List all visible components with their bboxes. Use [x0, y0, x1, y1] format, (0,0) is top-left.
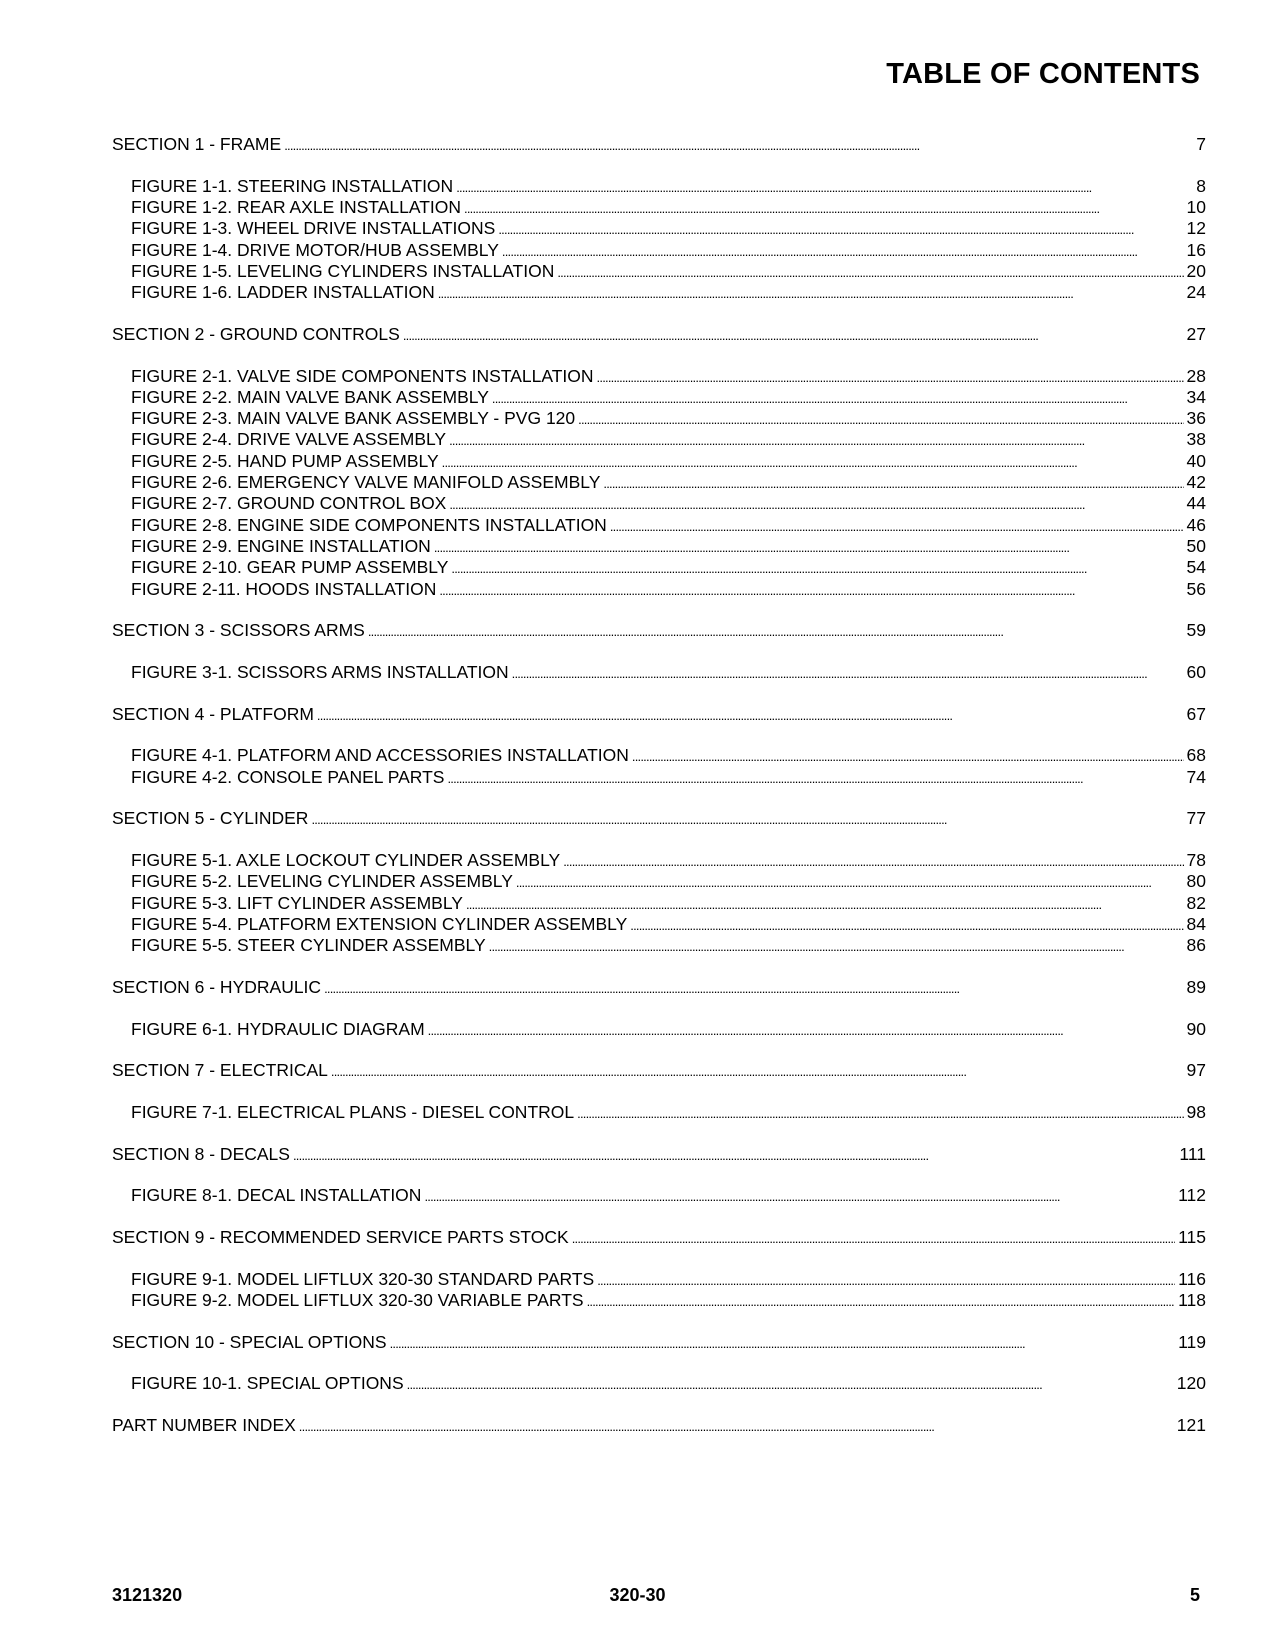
- dot-leader: [577, 1103, 1183, 1124]
- dot-leader: [449, 494, 1183, 515]
- toc-figure-entry[interactable]: [112, 893, 1206, 914]
- dot-leader: [331, 1061, 1184, 1082]
- toc-entry-label: SECTION 6 - HYDRAULIC: [112, 976, 322, 997]
- toc-entry-label: FIGURE 5-2. LEVELING CYLINDER ASSEMBLY: [131, 871, 513, 892]
- dot-leader: [311, 809, 1183, 830]
- toc-figure-entry[interactable]: [112, 662, 1206, 683]
- toc-figure-entry[interactable]: [112, 935, 1206, 956]
- toc-entry-label: FIGURE 9-1. MODEL LIFTLUX 320-30 STANDARD PARTS: [131, 1268, 595, 1289]
- dot-leader: [403, 325, 1184, 346]
- toc-section-entry[interactable]: [112, 1060, 1206, 1081]
- toc-entry-label: FIGURE 1-6. LADDER INSTALLATION: [131, 282, 435, 303]
- dot-leader: [632, 746, 1184, 767]
- toc-figure-entry[interactable]: [112, 745, 1206, 766]
- dot-leader: [317, 705, 1184, 726]
- dot-leader: [578, 409, 1183, 430]
- toc-figure-entry[interactable]: [112, 472, 1206, 493]
- toc-entry-page: 56: [1186, 578, 1206, 599]
- toc-section-entry[interactable]: [112, 1144, 1206, 1165]
- dot-leader: [563, 851, 1183, 872]
- toc-entry-page: 67: [1186, 703, 1206, 724]
- dot-leader: [492, 388, 1184, 409]
- toc-entry-page: 59: [1186, 620, 1206, 641]
- toc-entry-page: 121: [1176, 1414, 1206, 1435]
- toc-figure-entry[interactable]: [112, 579, 1206, 600]
- toc-entry-label: FIGURE 2-2. MAIN VALVE BANK ASSEMBLY: [131, 386, 489, 407]
- toc-entry-page: 84: [1186, 913, 1206, 934]
- toc-entry-page: 40: [1186, 450, 1206, 471]
- toc-entry-page: 42: [1186, 472, 1206, 493]
- dot-leader: [368, 621, 1184, 642]
- toc-entry-label: FIGURE 8-1. DECAL INSTALLATION: [131, 1185, 422, 1206]
- dot-leader: [630, 915, 1183, 936]
- toc-entry-label: SECTION 1 - FRAME: [112, 134, 282, 154]
- dot-leader: [502, 241, 1184, 262]
- toc-figure-entry[interactable]: [112, 1102, 1206, 1123]
- toc-entry-label: FIGURE 3-1. SCISSORS ARMS INSTALLATION: [131, 661, 509, 682]
- toc-entry-label: SECTION 3 - SCISSORS ARMS: [112, 620, 365, 641]
- toc-entry-label: FIGURE 1-3. WHEEL DRIVE INSTALLATIONS: [131, 218, 496, 239]
- toc-entry-label: FIGURE 2-1. VALVE SIDE COMPONENTS INSTALLATION: [131, 365, 594, 386]
- toc-entry-page: 34: [1186, 386, 1206, 407]
- toc-section-entry[interactable]: [112, 1332, 1206, 1353]
- toc-figure-entry[interactable]: [112, 261, 1206, 282]
- toc-entry-page: 7: [1196, 134, 1206, 154]
- footer-document-number: 3121320: [112, 1585, 183, 1605]
- toc-figure-entry[interactable]: [112, 176, 1206, 197]
- toc-entry-page: 98: [1186, 1101, 1206, 1122]
- toc-figure-entry[interactable]: [112, 240, 1206, 261]
- toc-entry-label: FIGURE 1-4. DRIVE MOTOR/HUB ASSEMBLY: [131, 239, 499, 260]
- toc-entry-label: FIGURE 5-5. STEER CYLINDER ASSEMBLY: [131, 935, 486, 956]
- toc-entry-label: FIGURE 4-2. CONSOLE PANEL PARTS: [131, 766, 445, 787]
- dot-leader: [603, 473, 1183, 494]
- dot-leader: [438, 283, 1184, 304]
- toc-figure-entry[interactable]: [112, 493, 1206, 514]
- dot-leader: [293, 1145, 1176, 1166]
- toc-entry-page: 111: [1179, 1143, 1206, 1164]
- toc-entry-label: FIGURE 2-5. HAND PUMP ASSEMBLY: [131, 450, 439, 471]
- toc-entry-label: FIGURE 5-3. LIFT CYLINDER ASSEMBLY: [131, 892, 463, 913]
- toc-figure-entry[interactable]: [112, 366, 1206, 387]
- toc-figure-entry[interactable]: [112, 197, 1206, 218]
- toc-entry-page: 78: [1186, 849, 1206, 870]
- footer-page-number: 5: [1189, 1585, 1200, 1605]
- toc-section-entry[interactable]: [112, 324, 1206, 345]
- toc-entry-label: FIGURE 2-10. GEAR PUMP ASSEMBLY: [131, 557, 449, 578]
- toc-section-entry[interactable]: [112, 620, 1206, 641]
- toc-figure-entry[interactable]: [112, 451, 1206, 472]
- toc-entry-label: SECTION 7 - ELECTRICAL: [112, 1060, 328, 1081]
- toc-entry-label: FIGURE 1-1. STEERING INSTALLATION: [131, 175, 454, 196]
- toc-entry-label: PART NUMBER INDEX: [112, 1414, 296, 1435]
- toc-figure-entry[interactable]: [112, 1290, 1206, 1311]
- toc-figure-entry[interactable]: [112, 408, 1206, 429]
- dot-leader: [557, 262, 1183, 283]
- toc-entry-page: 44: [1186, 493, 1206, 514]
- toc-entry-page: 97: [1186, 1060, 1206, 1081]
- toc-entry-page: 112: [1178, 1185, 1206, 1206]
- toc-figure-entry[interactable]: [112, 850, 1206, 871]
- toc-entry-label: FIGURE 10-1. SPECIAL OPTIONS: [131, 1373, 404, 1394]
- dot-leader: [610, 516, 1184, 537]
- toc-entry-page: 46: [1186, 514, 1206, 535]
- toc-section-entry[interactable]: [112, 704, 1206, 725]
- toc-entry-label: SECTION 8 - DECALS: [112, 1143, 290, 1164]
- dot-leader: [587, 1291, 1176, 1312]
- dot-leader: [424, 1186, 1175, 1207]
- toc-entry-label: FIGURE 2-3. MAIN VALVE BANK ASSEMBLY - PVG 120: [131, 408, 576, 429]
- toc-entry-page: 118: [1178, 1289, 1206, 1310]
- toc-figure-entry[interactable]: [112, 871, 1206, 892]
- toc-entry-label: SECTION 5 - CYLINDER: [112, 808, 309, 829]
- toc-entry-page: 12: [1186, 218, 1206, 239]
- toc-entry-label: FIGURE 4-1. PLATFORM AND ACCESSORIES INSTALLATION: [131, 745, 629, 766]
- toc-section-entry[interactable]: [112, 808, 1206, 829]
- toc-entry-page: 50: [1186, 535, 1206, 556]
- dot-leader: [498, 219, 1183, 240]
- toc-entry-page: 90: [1186, 1018, 1206, 1039]
- toc-entry-label: FIGURE 2-11. HOODS INSTALLATION: [131, 578, 437, 599]
- dot-leader: [390, 1333, 1176, 1354]
- toc-entry-label: FIGURE 1-2. REAR AXLE INSTALLATION: [131, 196, 461, 217]
- dot-leader: [489, 936, 1184, 957]
- toc-figure-entry[interactable]: [112, 387, 1206, 408]
- toc-section-entry[interactable]: [112, 134, 1206, 155]
- toc-entry-page: 80: [1186, 871, 1206, 892]
- toc-entry-page: 28: [1186, 365, 1206, 386]
- toc-entry-label: FIGURE 5-1. AXLE LOCKOUT CYLINDER ASSEMBLY: [131, 849, 561, 870]
- toc-figure-entry[interactable]: [112, 218, 1206, 239]
- toc-entry-page: 36: [1186, 408, 1206, 429]
- toc-entry-page: 115: [1178, 1226, 1206, 1247]
- toc-entry-label: FIGURE 7-1. ELECTRICAL PLANS - DIESEL CONTROL: [131, 1101, 575, 1122]
- toc-figure-entry[interactable]: [112, 1185, 1206, 1206]
- dot-leader: [449, 430, 1183, 451]
- toc-section-entry[interactable]: [112, 1415, 1206, 1436]
- toc-entry-page: 89: [1186, 976, 1206, 997]
- dot-leader: [442, 452, 1184, 473]
- toc-entry-label: FIGURE 2-7. GROUND CONTROL BOX: [131, 493, 447, 514]
- toc-entry-label: SECTION 2 - GROUND CONTROLS: [112, 323, 400, 344]
- toc-entry-page: 54: [1186, 557, 1206, 578]
- toc-figure-entry[interactable]: [112, 1269, 1206, 1290]
- toc-entry-page: 77: [1186, 808, 1206, 829]
- dot-leader: [407, 1374, 1174, 1395]
- toc-entry-label: FIGURE 6-1. HYDRAULIC DIAGRAM: [131, 1018, 425, 1039]
- toc-entry-label: FIGURE 2-6. EMERGENCY VALVE MANIFOLD ASSEMBLY: [131, 472, 601, 493]
- toc-entry-page: 119: [1178, 1331, 1206, 1352]
- toc-entry-page: 10: [1186, 196, 1206, 217]
- toc-entry-page: 68: [1186, 745, 1206, 766]
- toc-entry-label: SECTION 10 - SPECIAL OPTIONS: [112, 1331, 387, 1352]
- dot-leader: [516, 872, 1184, 893]
- dot-leader: [447, 768, 1183, 789]
- dot-leader: [284, 135, 1193, 156]
- toc-entry-label: FIGURE 9-2. MODEL LIFTLUX 320-30 VARIABLE PARTS: [131, 1289, 584, 1310]
- toc-figure-entry[interactable]: [112, 1019, 1206, 1040]
- toc-section-entry[interactable]: [112, 1227, 1206, 1248]
- toc-entry-page: 86: [1186, 935, 1206, 956]
- toc-figure-entry[interactable]: [112, 515, 1206, 536]
- toc-entry-page: 27: [1186, 323, 1206, 344]
- dot-leader: [466, 894, 1184, 915]
- toc-entry-label: FIGURE 1-5. LEVELING CYLINDERS INSTALLATION: [131, 260, 555, 281]
- dot-leader: [439, 580, 1183, 601]
- toc-figure-entry[interactable]: [112, 914, 1206, 935]
- dot-leader: [572, 1228, 1175, 1249]
- dot-leader: [597, 1270, 1175, 1291]
- dot-leader: [597, 367, 1184, 388]
- toc-entry-label: FIGURE 2-9. ENGINE INSTALLATION: [131, 535, 431, 556]
- dot-leader: [451, 558, 1183, 579]
- toc-figure-entry[interactable]: [112, 536, 1206, 557]
- toc-entry-page: 74: [1186, 766, 1206, 787]
- toc-entry-page: 8: [1196, 175, 1206, 196]
- toc-entry-page: 16: [1186, 239, 1206, 260]
- toc-entry-page: 38: [1186, 429, 1206, 450]
- toc-entry-page: 116: [1178, 1268, 1206, 1289]
- toc-entry-page: 24: [1186, 282, 1206, 303]
- dot-leader: [464, 198, 1184, 219]
- toc-entry-page: 60: [1186, 661, 1206, 682]
- dot-leader: [428, 1020, 1184, 1041]
- dot-leader: [324, 978, 1183, 999]
- toc-entry-label: SECTION 4 - PLATFORM: [112, 703, 314, 724]
- dot-leader: [434, 537, 1184, 558]
- page-title: TABLE OF CONTENTS: [886, 58, 1200, 90]
- table-of-contents: [112, 134, 1206, 1436]
- footer-model: 320-30: [609, 1585, 666, 1605]
- toc-entry-label: SECTION 9 - RECOMMENDED SERVICE PARTS STOCK: [112, 1226, 569, 1247]
- dot-leader: [299, 1416, 1174, 1437]
- toc-entry-page: 82: [1186, 892, 1206, 913]
- toc-entry-page: 120: [1176, 1373, 1206, 1394]
- toc-entry-label: FIGURE 2-8. ENGINE SIDE COMPONENTS INSTALLATION: [131, 514, 607, 535]
- toc-entry-label: FIGURE 5-4. PLATFORM EXTENSION CYLINDER ASSEMBLY: [131, 913, 628, 934]
- toc-figure-entry[interactable]: [112, 767, 1206, 788]
- toc-figure-entry[interactable]: [112, 429, 1206, 450]
- toc-section-entry[interactable]: [112, 977, 1206, 998]
- toc-figure-entry[interactable]: [112, 557, 1206, 578]
- dot-leader: [456, 177, 1193, 198]
- toc-figure-entry[interactable]: [112, 282, 1206, 303]
- dot-leader: [512, 663, 1184, 684]
- toc-figure-entry[interactable]: [112, 1373, 1206, 1394]
- toc-entry-page: 20: [1186, 260, 1206, 281]
- toc-entry-label: FIGURE 2-4. DRIVE VALVE ASSEMBLY: [131, 429, 447, 450]
